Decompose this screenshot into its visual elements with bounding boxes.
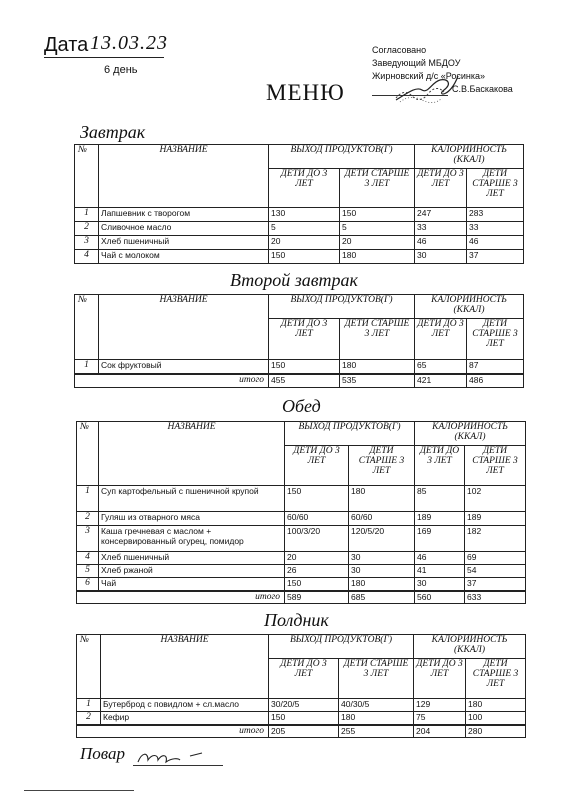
second-breakfast-table <box>74 294 524 388</box>
dish-name: Каша гречневая с маслом + консервированный огурец, помидор <box>99 526 285 552</box>
calories-under3: 189 <box>415 512 465 526</box>
col-kids-under3-cal: ДЕТИ ДО 3 ЛЕТ <box>415 446 465 486</box>
total-row <box>77 725 526 738</box>
output-under3: 150 <box>285 578 349 591</box>
table-row <box>77 578 526 591</box>
output-over3: 180 <box>340 250 415 264</box>
total-output-over3: 255 <box>339 725 414 738</box>
section-title-breakfast: Завтрак <box>80 122 146 142</box>
calories-over3: 46 <box>467 236 524 250</box>
calories-under3: 41 <box>415 565 465 578</box>
calories-over3: 100 <box>466 712 526 725</box>
col-name-header: НАЗВАНИЕ <box>99 422 285 486</box>
row-number: 3 <box>75 236 99 250</box>
table-row <box>77 712 526 725</box>
col-kids-under3: ДЕТИ ДО 3 ЛЕТ <box>285 446 349 486</box>
output-over3: 20 <box>340 236 415 250</box>
calories-over3: 54 <box>465 565 526 578</box>
row-number: 6 <box>77 578 99 591</box>
dish-name: Чай с молоком <box>99 250 269 264</box>
col-name-header: НАЗВАНИЕ <box>99 145 269 208</box>
row-number: 2 <box>77 512 99 526</box>
calories-under3: 247 <box>415 208 467 222</box>
approval-line-2: Заведующий МБДОУ <box>372 58 461 68</box>
col-output-header: ВЫХОД ПРОДУКТОВ(Г) <box>269 635 414 659</box>
output-under3: 26 <box>285 565 349 578</box>
calories-under3: 30 <box>415 250 467 264</box>
signature <box>392 72 462 106</box>
output-under3: 150 <box>269 712 339 725</box>
dish-name: Сок фруктовый <box>99 360 269 374</box>
output-over3: 30 <box>349 552 415 565</box>
row-number: 1 <box>75 208 99 222</box>
col-number-header: № <box>75 295 99 360</box>
table-row <box>75 208 524 222</box>
page-title: МЕНЮ <box>266 80 345 105</box>
calories-under3: 129 <box>414 699 466 712</box>
col-number-header: № <box>77 635 101 699</box>
dish-name: Лапшевник с творогом <box>99 208 269 222</box>
date-underline <box>44 57 164 58</box>
dish-name: Бутерброд с повидлом + сл.масло <box>101 699 269 712</box>
total-calories-over3: 633 <box>465 591 526 604</box>
approval-line-1: Согласовано <box>372 45 427 55</box>
row-number: 3 <box>77 526 99 552</box>
output-over3: 150 <box>340 208 415 222</box>
cook-label: Повар <box>80 744 126 763</box>
output-over3: 180 <box>349 486 415 512</box>
col-number-header: № <box>75 145 99 208</box>
calories-over3: 33 <box>467 222 524 236</box>
output-under3: 150 <box>285 486 349 512</box>
row-number: 5 <box>77 565 99 578</box>
col-kids-over3-cal: ДЕТИ СТАРШЕ 3 ЛЕТ <box>467 319 524 360</box>
table-row <box>77 699 526 712</box>
cook-signature <box>134 748 214 766</box>
col-kids-over3: ДЕТИ СТАРШЕ 3 ЛЕТ <box>339 659 414 699</box>
section-title-second-breakfast: Второй завтрак <box>230 270 358 290</box>
output-under3: 20 <box>269 236 340 250</box>
approval-line-3: Жирновский д/с «Росинка» <box>372 71 486 81</box>
table-row <box>77 552 526 565</box>
col-calories-header: КАЛОРИЙНОСТЬ (ККАЛ) <box>415 145 524 169</box>
output-over3: 40/30/5 <box>339 699 414 712</box>
table-row <box>77 486 526 512</box>
day-number: 6 день <box>104 64 138 76</box>
afternoon-snack-table <box>76 634 526 738</box>
calories-under3: 85 <box>415 486 465 512</box>
col-kids-over3-cal: ДЕТИ СТАРШЕ 3 ЛЕТ <box>465 446 526 486</box>
output-under3: 150 <box>269 360 340 374</box>
table-row <box>77 565 526 578</box>
col-kids-over3-cal: ДЕТИ СТАРШЕ 3 ЛЕТ <box>467 169 524 208</box>
output-over3: 180 <box>339 712 414 725</box>
col-calories-header: КАЛОРИЙНОСТЬ (ККАЛ) <box>415 295 524 319</box>
total-output-under3: 589 <box>285 591 349 604</box>
calories-over3: 180 <box>466 699 526 712</box>
section-title-afternoon-snack: Полдник <box>264 610 329 630</box>
calories-over3: 37 <box>465 578 526 591</box>
row-number: 4 <box>77 552 99 565</box>
table-row <box>77 526 526 552</box>
calories-over3: 102 <box>465 486 526 512</box>
output-under3: 20 <box>285 552 349 565</box>
dish-name: Хлеб пшеничный <box>99 236 269 250</box>
output-under3: 130 <box>269 208 340 222</box>
col-kids-over3: ДЕТИ СТАРШЕ 3 ЛЕТ <box>340 319 415 360</box>
dish-name: Суп картофельный с пшеничной крупой <box>99 486 285 512</box>
calories-under3: 46 <box>415 552 465 565</box>
col-kids-under3-cal: ДЕТИ ДО 3 ЛЕТ <box>414 659 466 699</box>
calories-under3: 30 <box>415 578 465 591</box>
output-under3: 100/3/20 <box>285 526 349 552</box>
bottom-divider <box>24 790 134 791</box>
table-row <box>75 250 524 264</box>
calories-over3: 283 <box>467 208 524 222</box>
row-number: 2 <box>77 712 101 725</box>
col-output-header: ВЫХОД ПРОДУКТОВ(Г) <box>285 422 415 446</box>
output-over3: 180 <box>349 578 415 591</box>
calories-over3: 37 <box>467 250 524 264</box>
row-number: 1 <box>77 699 101 712</box>
approval-signer: С.В.Баскакова <box>452 84 513 94</box>
section-title-lunch: Обед <box>282 396 321 416</box>
total-calories-over3: 486 <box>467 374 524 388</box>
date-value: 13.03.23 <box>90 32 168 54</box>
calories-under3: 65 <box>415 360 467 374</box>
lunch-table <box>76 421 526 604</box>
dish-name: Хлеб пшеничный <box>99 552 285 565</box>
dish-name: Гуляш из отварного мяса <box>99 512 285 526</box>
col-kids-under3: ДЕТИ ДО 3 ЛЕТ <box>269 659 339 699</box>
col-kids-over3-cal: ДЕТИ СТАРШЕ 3 ЛЕТ <box>466 659 526 699</box>
col-kids-under3-cal: ДЕТИ ДО 3 ЛЕТ <box>415 319 467 360</box>
col-kids-under3-cal: ДЕТИ ДО 3 ЛЕТ <box>415 169 467 208</box>
table-row <box>77 512 526 526</box>
total-row <box>75 374 524 388</box>
total-output-over3: 535 <box>340 374 415 388</box>
total-label: итого <box>77 591 285 604</box>
total-label: итого <box>75 374 269 388</box>
output-over3: 180 <box>340 360 415 374</box>
col-name-header: НАЗВАНИЕ <box>101 635 269 699</box>
row-number: 1 <box>75 360 99 374</box>
output-under3: 150 <box>269 250 340 264</box>
date-label: Дата <box>44 34 89 56</box>
total-output-under3: 205 <box>269 725 339 738</box>
col-kids-over3: ДЕТИ СТАРШЕ 3 ЛЕТ <box>340 169 415 208</box>
col-kids-under3: ДЕТИ ДО 3 ЛЕТ <box>269 319 340 360</box>
calories-over3: 182 <box>465 526 526 552</box>
calories-over3: 87 <box>467 360 524 374</box>
col-calories-header: КАЛОРИЙНОСТЬ (ККАЛ) <box>415 422 526 446</box>
dish-name: Хлеб ржаной <box>99 565 285 578</box>
col-number-header: № <box>77 422 99 486</box>
output-over3: 5 <box>340 222 415 236</box>
output-under3: 60/60 <box>285 512 349 526</box>
dish-name: Сливочное масло <box>99 222 269 236</box>
output-under3: 30/20/5 <box>269 699 339 712</box>
output-over3: 30 <box>349 565 415 578</box>
output-under3: 5 <box>269 222 340 236</box>
col-output-header: ВЫХОД ПРОДУКТОВ(Г) <box>269 295 415 319</box>
total-calories-over3: 280 <box>466 725 526 738</box>
output-over3: 60/60 <box>349 512 415 526</box>
total-output-under3: 455 <box>269 374 340 388</box>
total-calories-under3: 204 <box>414 725 466 738</box>
row-number: 1 <box>77 486 99 512</box>
calories-over3: 189 <box>465 512 526 526</box>
total-row <box>77 591 526 604</box>
calories-over3: 69 <box>465 552 526 565</box>
col-kids-over3: ДЕТИ СТАРШЕ 3 ЛЕТ <box>349 446 415 486</box>
dish-name: Чай <box>99 578 285 591</box>
table-row <box>75 236 524 250</box>
total-calories-under3: 421 <box>415 374 467 388</box>
col-calories-header: КАЛОРИЙНОСТЬ (ККАЛ) <box>414 635 526 659</box>
col-kids-under3: ДЕТИ ДО 3 ЛЕТ <box>269 169 340 208</box>
col-name-header: НАЗВАНИЕ <box>99 295 269 360</box>
calories-under3: 169 <box>415 526 465 552</box>
col-output-header: ВЫХОД ПРОДУКТОВ(Г) <box>269 145 415 169</box>
total-output-over3: 685 <box>349 591 415 604</box>
total-calories-under3: 560 <box>415 591 465 604</box>
row-number: 2 <box>75 222 99 236</box>
output-over3: 120/5/20 <box>349 526 415 552</box>
calories-under3: 33 <box>415 222 467 236</box>
table-row <box>75 222 524 236</box>
calories-under3: 75 <box>414 712 466 725</box>
dish-name: Кефир <box>101 712 269 725</box>
table-row <box>75 360 524 374</box>
calories-under3: 46 <box>415 236 467 250</box>
total-label: итого <box>77 725 269 738</box>
breakfast-table <box>74 144 524 264</box>
row-number: 4 <box>75 250 99 264</box>
